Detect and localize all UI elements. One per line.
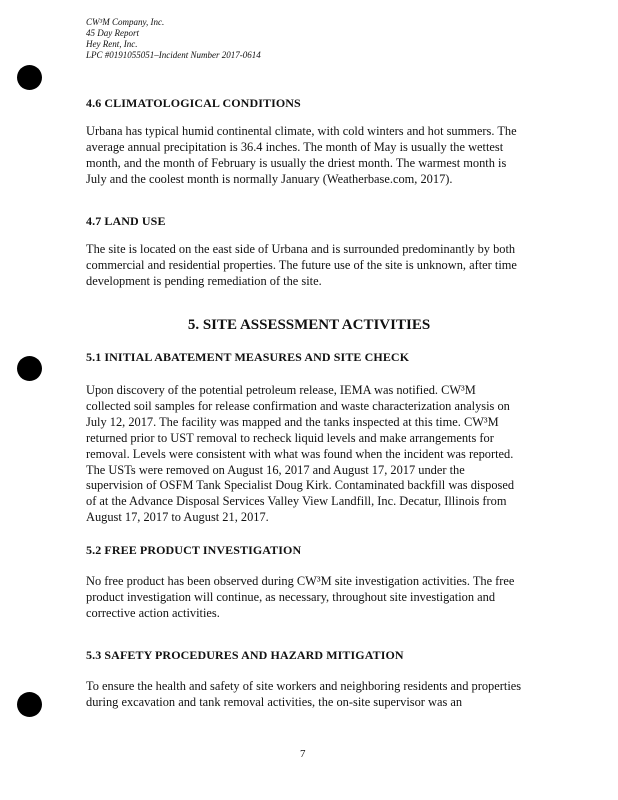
text-line: commercial and residential properties. The future use of the site is unknown, after time (86, 257, 517, 272)
header-line: Hey Rent, Inc. (86, 39, 138, 49)
text-line: August 17, 2017 to August 21, 2017. (86, 510, 269, 525)
text-line: July 12, 2017. The facility was mapped and the tanks inspected at this time. CW³M (86, 414, 499, 429)
punch-hole (17, 692, 42, 717)
header-line: 45 Day Report (86, 28, 139, 38)
paragraph (86, 574, 514, 622)
text-line: Upon discovery of the potential petroleum release, IEMA was notified. CW³M (86, 383, 476, 397)
section-heading: 5.2 FREE PRODUCT INVESTIGATION (86, 543, 302, 557)
chapter-heading: 5. SITE ASSESSMENT ACTIVITIES (187, 317, 431, 333)
paragraph (86, 124, 517, 188)
text-line: development is pending remediation of the site. (86, 273, 322, 288)
paragraph (86, 383, 514, 526)
section-heading: 5.3 SAFETY PROCEDURES AND HAZARD MITIGATION (86, 648, 404, 662)
text-line: during excavation and tank removal activities, the on-site supervisor was an (86, 694, 463, 709)
text-line: collected soil samples for release confirmation and waste characterization analysis on (86, 398, 510, 413)
paragraph (86, 679, 521, 711)
text-line: corrective action activities. (86, 605, 220, 620)
text-line: The USTs were removed on August 16, 2017 and August 17, 2017 under the (86, 462, 465, 477)
text-line: July and the coolest month is normally January (Weatherbase.com, 2017). (86, 171, 453, 186)
section-heading: 5.1 INITIAL ABATEMENT MEASURES AND SITE CHECK (86, 350, 410, 364)
punch-hole (17, 356, 42, 381)
section-heading: 4.6 CLIMATOLOGICAL CONDITIONS (86, 96, 301, 110)
text-line: removal. Levels were consistent with what was found when the incident was reported. (86, 446, 514, 461)
punch-hole (17, 65, 42, 90)
text-line: The site is located on the east side of Urbana and is surrounded predominantly by both (86, 242, 516, 256)
header-line: LPC #0191055051–Incident Number 2017-0614 (86, 50, 261, 60)
text-line: returned prior to UST removal to recheck liquid levels and make arrangements for (86, 430, 494, 445)
header-line: CW³M Company, Inc. (86, 17, 165, 27)
text-line: month, and the month of February is usually the driest month. The warmest month is (86, 155, 507, 170)
text-line: supervision of OSFM Tank Specialist Doug Kirk. Contaminated backfill was disposed (86, 478, 515, 493)
text-line: To ensure the health and safety of site workers and neighboring residents and properties (86, 679, 522, 693)
text-line: No free product has been observed during CW³M site investigation activities. The free (86, 574, 515, 588)
text-line: of at the Advance Disposal Services Valley View Landfill, Inc. Decatur, Illinois from (86, 494, 507, 509)
text-line: product investigation will continue, as necessary, throughout site investigation and (86, 589, 496, 604)
section-heading: 4.7 LAND USE (86, 214, 166, 228)
running-header (86, 17, 261, 61)
paragraph (86, 242, 517, 290)
page-number: 7 (300, 748, 306, 760)
text-line: Urbana has typical humid continental climate, with cold winters and hot summers. The (86, 124, 517, 138)
text-line: average annual precipitation is 36.4 inches. The month of May is usually the wettest (86, 139, 504, 154)
